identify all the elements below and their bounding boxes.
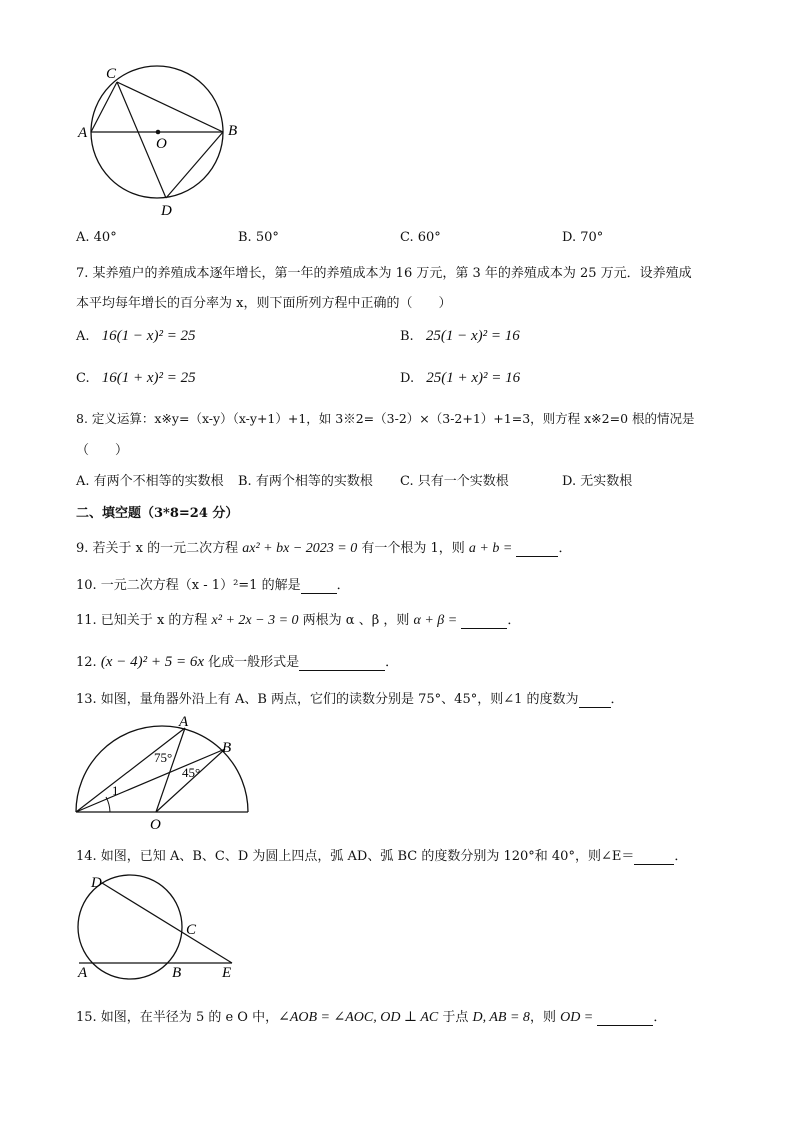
q13-answer-blank[interactable] — [579, 692, 611, 708]
q8-option-c[interactable]: C. 只有一个实数根 — [400, 474, 509, 489]
question-15 — [76, 1006, 666, 1026]
q12-pre: 12. — [76, 655, 101, 670]
q7-option-d-label: D. — [400, 371, 415, 386]
protractor-figure — [70, 714, 256, 834]
q12-equation: (x − 4)² + 5 = 6x — [100, 654, 204, 670]
q15-equation-2: D, AB = 8 — [472, 1010, 530, 1025]
q6-option-b[interactable]: B. 50° — [238, 230, 279, 245]
q12-answer-blank[interactable] — [299, 655, 385, 671]
q11-equation: x² + 2x − 3 = 0 — [211, 613, 299, 628]
q11-ask: α + β = — [413, 613, 458, 628]
q9-mid: 有一个根为 1，则 — [357, 541, 469, 556]
line-edge-b — [76, 749, 225, 812]
q7-option-d[interactable] — [400, 370, 520, 387]
q11-pre: 11. 已知关于 x 的方程 — [76, 613, 212, 628]
label-b: B — [222, 740, 232, 756]
label-d: D — [161, 203, 172, 219]
q9-end: ． — [558, 541, 572, 556]
label-c: C — [106, 66, 117, 82]
label-45-deg: 45° — [182, 765, 201, 780]
label-b: B — [172, 965, 182, 981]
q8-stem-line1: 8. 定义运算：x※y=（x-y）（x-y+1）+1，如 3※2=（3-2）×（3-2+1）+1=3，则方程 x※2=0 根的情况是 — [76, 411, 695, 426]
q8-option-d[interactable]: D. 无实数根 — [562, 474, 633, 489]
q15-end: ． — [653, 1010, 667, 1025]
question-14 — [76, 845, 687, 865]
q11-answer-blank[interactable] — [461, 613, 507, 629]
q10-text: 10. 一元二次方程（x - 1）²=1 的解是 — [76, 578, 301, 593]
q6-option-d[interactable]: D. 70° — [562, 230, 604, 245]
label-d: D — [91, 875, 102, 891]
q7-stem-line2: 本平均每年增长的百分率为 x，则下面所列方程中正确的（ ） — [76, 296, 452, 311]
circle-figure-1 — [70, 58, 250, 220]
label-o: O — [150, 817, 161, 833]
q7-option-b[interactable] — [400, 328, 520, 345]
angle-1-arc — [106, 797, 110, 812]
label-c: C — [186, 922, 197, 938]
q14-end: ． — [674, 849, 688, 864]
question-13 — [76, 688, 624, 708]
q15-mid: 于点 — [438, 1010, 473, 1025]
label-a: A — [179, 714, 189, 730]
label-a: A — [78, 965, 88, 981]
label-angle-1: 1 — [112, 783, 119, 798]
q9-equation: ax² + bx − 2023 = 0 — [242, 541, 358, 556]
q13-end: ． — [610, 692, 624, 707]
q11-end: ． — [507, 613, 521, 628]
q12-mid: 化成一般形式是 — [203, 655, 300, 670]
q7-option-b-label: B. — [400, 329, 414, 344]
q13-text: 13. 如图，量角器外沿上有 A、B 两点，它们的读数分别是 75°、45°，则∠1 的度数为 — [76, 692, 579, 707]
q10-answer-blank[interactable] — [301, 578, 337, 594]
question-9 — [76, 537, 571, 557]
q7-option-b-eq: 25(1 − x)² = 16 — [425, 328, 520, 344]
q6-option-a[interactable]: A. 40° — [76, 230, 117, 245]
center-dot — [156, 130, 161, 135]
q6-option-c[interactable]: C. 60° — [400, 230, 441, 245]
q15-pre: 15. 如图，在半径为 5 的 e O 中， — [76, 1010, 279, 1025]
q8-option-a[interactable]: A. 有两个不相等的实数根 — [76, 474, 224, 489]
q9-pre: 9. 若关于 x 的一元二次方程 — [76, 541, 243, 556]
q12-end: ． — [385, 655, 399, 670]
q15-answer-blank[interactable] — [597, 1010, 653, 1026]
q7-option-c-eq: 16(1 + x)² = 25 — [101, 370, 196, 386]
secant-d-e — [102, 883, 232, 963]
q7-option-a-label: A. — [76, 329, 90, 344]
question-10 — [76, 574, 350, 594]
q10-end: ． — [336, 578, 350, 593]
label-b: B — [228, 123, 238, 139]
q15-ask: OD = — [560, 1010, 594, 1025]
q8-stem-line2: （ ） — [76, 443, 129, 458]
q7-option-c[interactable] — [76, 370, 196, 387]
q15-mid-2: ，则 — [529, 1010, 561, 1025]
label-e: E — [222, 965, 232, 981]
label-a: A — [78, 125, 88, 141]
q7-option-a[interactable] — [76, 328, 196, 345]
q7-option-d-eq: 25(1 + x)² = 16 — [426, 370, 521, 386]
q14-text: 14. 如图，已知 A、B、C、D 为圆上四点，弧 AD、弧 BC 的度数分别为 120°和 40°，则∠E＝ — [76, 849, 635, 864]
q9-answer-blank[interactable] — [516, 541, 558, 557]
chord-ac — [91, 82, 117, 132]
q7-stem-line1: 7. 某养殖户的养殖成本逐年增长，第一年的养殖成本为 16 万元，第 3 年的养殖成本为 25 万元．设养殖成 — [76, 266, 692, 281]
q14-answer-blank[interactable] — [634, 849, 674, 865]
question-12 — [76, 651, 398, 671]
q15-equation: ∠AOB = ∠AOC, OD ⊥ AC — [278, 1010, 439, 1025]
protractor-arc — [76, 726, 248, 812]
line-edge-a — [76, 728, 185, 812]
q7-option-c-label: C. — [76, 371, 90, 386]
q11-mid: 两根为 α 、β ，则 — [298, 613, 414, 628]
section-2-title: 二、填空题（3*8=24 分） — [76, 506, 239, 521]
label-o: O — [156, 136, 167, 152]
q7-option-a-eq: 16(1 − x)² = 25 — [101, 328, 196, 344]
question-11 — [76, 609, 520, 629]
q9-ask: a + b = — [468, 541, 513, 556]
q8-option-b[interactable]: B. 有两个相等的实数根 — [238, 474, 373, 489]
label-75-deg: 75° — [154, 750, 173, 765]
circle-figure-2 — [72, 870, 242, 982]
